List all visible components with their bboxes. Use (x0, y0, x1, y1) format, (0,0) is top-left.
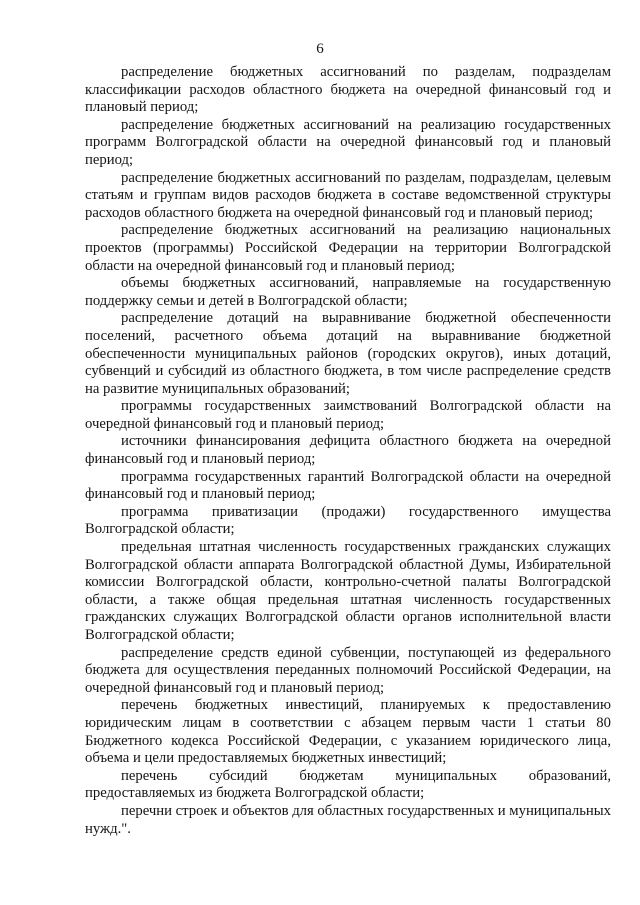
list-item: программы государственных заимствований Волгоградской области на очередной финансовый год и плановый период; (85, 398, 611, 432)
list-item: программа приватизации (продажи) государственного имущества Волгоградской области; (85, 503, 611, 538)
list-item: объемы бюджетных ассигнований, направляемые на государственную поддержку семьи и детей в Волгоградской области; (85, 275, 611, 309)
page-number: 6 (316, 41, 324, 57)
list-item: распределение средств единой субвенции, поступающей из федерального бюджета для осуществления переданных полномочий Российской Федерации, на очередной финансовый год и плановый период; (85, 644, 611, 696)
list-item: распределение дотаций на выравнивание бюджетной обеспеченности поселений, расчетного объема дотаций на выравнивание бюджетной обеспеченности муниципальных районов (городских округов), иных дотаций, субвенций и субсидий из областного бюджета, в том числе распределение средств на развитие муниципальных образований; (85, 310, 611, 397)
list-item: источники финансирования дефицита областного бюджета на очередной финансовый год и плановый период; (85, 433, 611, 468)
list-item: программа государственных гарантий Волгоградской области на очередной финансовый год и плановый период; (85, 468, 611, 503)
list-item: распределение бюджетных ассигнований по разделам, подразделам классификации расходов областного бюджета на очередной финансовый год и плановый период; (85, 64, 611, 116)
list-item: распределение бюджетных ассигнований на реализацию национальных проектов (программы) Российской Федерации на территории Волгоградской области на очередной финансовый год и плановый период; (85, 222, 611, 274)
list-item: перечни строек и объектов для областных государственных и муниципальных нужд.". (85, 802, 611, 837)
list-item: перечень бюджетных инвестиций, планируемых к предоставлению юридическим лицам в соответствии с абзацем первым части 1 статьи 80 Бюджетного кодекса Российской Федерации, с указанием юридического лица, объема и цели предоставляемых бюджетных инвестиций; (85, 697, 611, 767)
document-body (85, 64, 611, 838)
list-item: распределение бюджетных ассигнований на реализацию государственных программ Волгоградской области на очередной финансовый год и плановый период; (85, 116, 611, 168)
list-item: распределение бюджетных ассигнований по разделам, подразделам, целевым статьям и группам видов расходов бюджета в составе ведомственной структуры расходов областного бюджета на очередной финансовый год и плановый период; (85, 169, 611, 221)
list-item: предельная штатная численность государственных гражданских служащих Волгоградской области аппарата Волгоградской областной Думы, Избирательной комиссии Волгоградской области, контрольно-счетной палаты Волгоградской области, а также общая предельная штатная численность государственных гражданских служащих Волгоградской области органов исполнительной власти Волгоградской области; (85, 539, 611, 643)
list-item: перечень субсидий бюджетам муниципальных образований, предоставляемых из бюджета Волгоградской области; (85, 767, 611, 802)
